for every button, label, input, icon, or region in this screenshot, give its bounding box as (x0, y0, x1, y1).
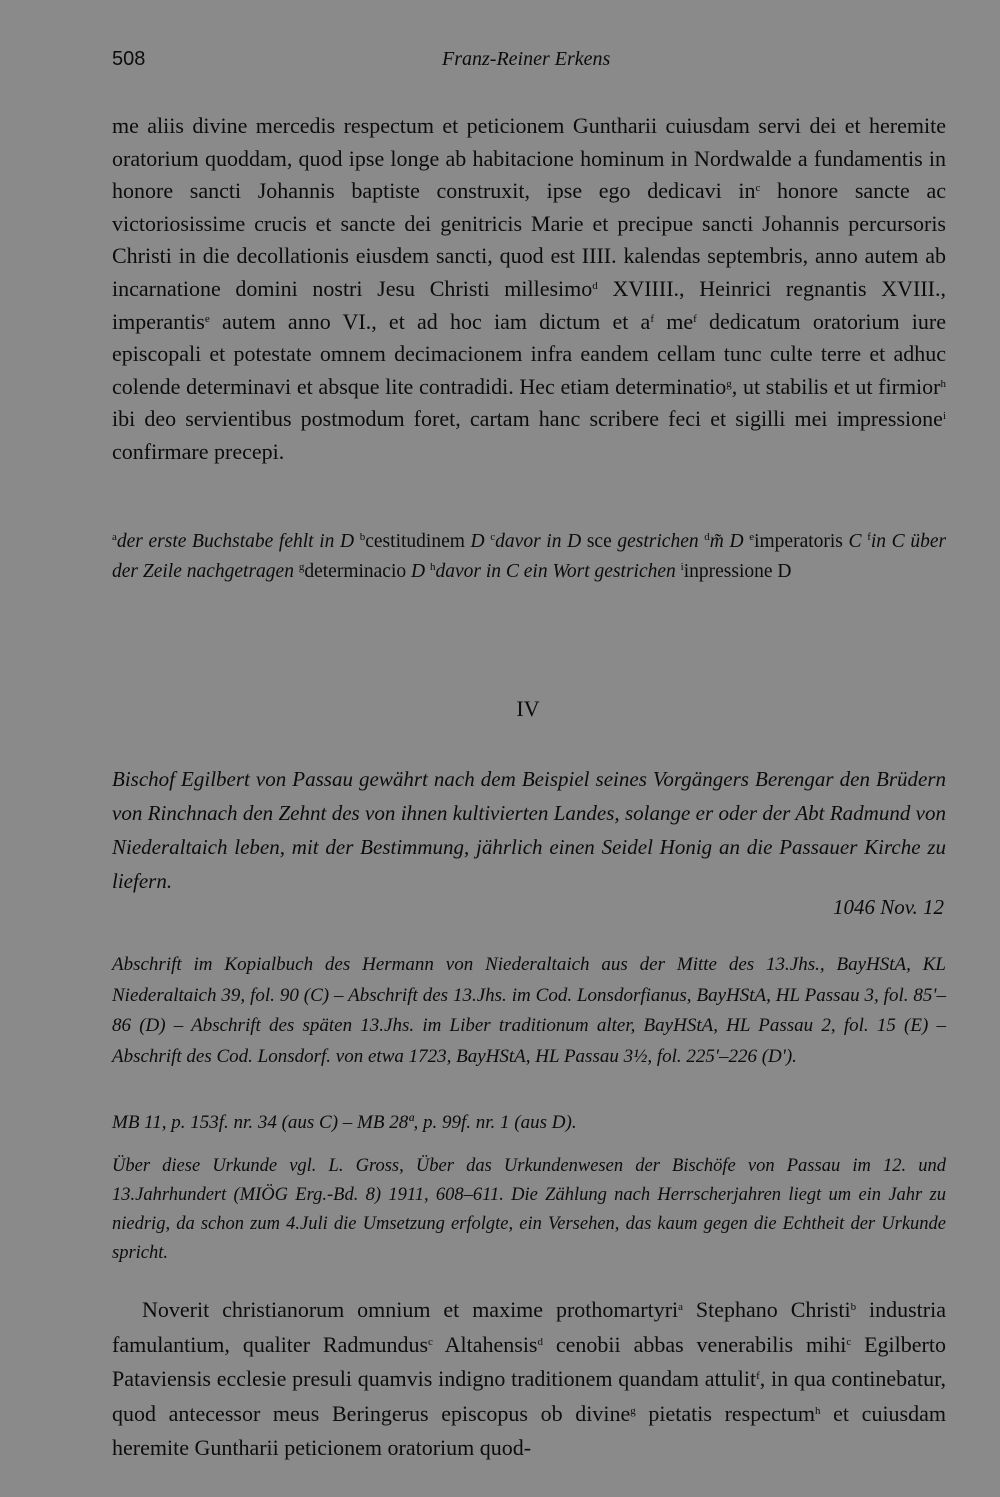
footnote-mark: c (428, 1335, 433, 1348)
footnote-mark: e (204, 312, 210, 325)
footnote-text: D (470, 531, 485, 552)
document-iv-text (112, 1293, 946, 1466)
footnote-mark: i (680, 561, 684, 573)
page-number: 508 (112, 48, 146, 70)
footnote-mark: b (359, 531, 366, 543)
footnote-mark: g (726, 377, 732, 390)
running-head: Franz-Reiner Erkens (442, 48, 611, 70)
regest: Bischof Egilbert von Passau gewährt nach dem Beispiel seines Vorgängers Berengar den Brüdern von Rinchnach den Zehnt des von ihnen kultivierten Landes, solange er oder der Abt Radmund von Niederaltaich leben, mit der Bestimmung, jährlich einen Seidel Honig an die Passauer Kirche zu liefern. (112, 767, 946, 893)
text-segment: confirmare precepi. (112, 438, 285, 464)
footnote-mark: c (755, 182, 761, 195)
text-segment: et cuiusdam heremite Guntharii peticionem oratorium quod- (112, 1400, 946, 1460)
footnote-mark: f (756, 1370, 760, 1382)
text-segment: autem anno VI., et ad hoc iam dictum et a (209, 308, 651, 334)
footnote-text: cestitudinem (365, 531, 465, 552)
footnote-mark: h (815, 1404, 821, 1417)
footnote-mark: c (490, 531, 496, 543)
text-segment: Altahensis (432, 1331, 538, 1357)
footnote-text: determinacio (304, 561, 407, 582)
footnote-mark: b (850, 1301, 857, 1313)
manuscript-tradition: Abschrift im Kopialbuch des Hermann von Niederaltaich aus der Mitte des 13.Jhs., BayHStA, KL Niederaltaich 39, fol. 90 (C) – Abschrift des 13.Jhs. im Cod. Lonsdorfianus, BayHStA, HL Passau 3, fol. 85'–86 (D) – Abschrift des späten 13.Jhs. im Liber traditionum alter, BayHStA, HL Passau 2, fol. 15 (E) – Abschrift des Cod. Lonsdorf. von etwa 1723, BayHStA, HL Passau 3½, fol. 225'–226 (D'). (112, 954, 946, 1067)
text-segment: Noverit christianorum omnium et maxime prothomartyri (142, 1297, 679, 1322)
text-segment: industria famulantium, qualiter Radmundus (112, 1297, 946, 1357)
footnote-text: m̃ D (709, 531, 744, 552)
footnote-text: der erste Buchstabe fehlt in D (116, 531, 355, 552)
text-segment: Stephano Christi (683, 1297, 851, 1322)
footnote-text: davor in D (495, 531, 582, 552)
footnote-text: imperatoris (754, 531, 843, 552)
text-segment: me aliis divine mercedis respectum et peticionem Guntharii cuiusdam servi dei et heremite oratorium quoddam, quod ipse longe ab habitacione hominum in Nordwalde a fundamentis in honore sancti Johannis baptiste construxit, ipse ego dedicavi in (112, 113, 946, 204)
footnote-mark: h (940, 377, 946, 390)
text-segment: me (654, 308, 694, 334)
text-segment: ibi deo servientibus postmodum foret, cartam hanc scribere feci et sigilli mei impressione (112, 406, 943, 432)
footnote-text: C (848, 531, 862, 552)
footnote-mark: h (429, 561, 436, 573)
footnote-text: D (411, 561, 426, 582)
footnote-mark: e (749, 531, 755, 543)
footnote-mark: g (630, 1404, 636, 1417)
footnote-text: inpressione D (683, 561, 792, 582)
printed-editions: MB 11, p. 153f. nr. 34 (aus C) – MB 28ª, p. 99f. nr. 1 (aus D). (112, 1112, 577, 1133)
section-number: IV (516, 696, 540, 721)
footnote-mark: d (537, 1335, 543, 1348)
footnote-text: in C über der Zeile nachgetragen (112, 531, 947, 582)
footnote-mark: a (112, 531, 117, 543)
page-header (112, 48, 944, 71)
footnote-mark: f (867, 531, 871, 543)
text-segment: , in qua continebatur, quod antecessor meus Beringerus episcopus ob divine (112, 1366, 947, 1426)
document-date: 1046 Nov. 12 (832, 895, 944, 919)
footnote-mark: f (693, 312, 697, 325)
text-segment: cenobii abbas venerabilis mihi (543, 1331, 847, 1357)
footnote-mark: i (942, 410, 946, 423)
text-segment: XVIIII., Heinrici regnantis XVIII., imperantis (112, 275, 946, 334)
main-text-paragraph (112, 110, 946, 469)
footnote-mark: a (678, 1301, 684, 1313)
footnote-mark: c (846, 1335, 852, 1348)
footnote-text: sce (586, 531, 612, 552)
footnote-mark: g (298, 561, 305, 573)
commentary: Über diese Urkunde vgl. L. Gross, Über das Urkundenwesen der Bischöfe von Passau im 12. und 13.Jahrhundert (MIÖG Erg.-Bd. 8) 1911, 608–611. Die Zählung nach Herrscherjahren liegt um ein Jahr zu niedrig, da schon zum 4.Juli die Umsetzung erfolgte, ein Versehen, das kaum gegen die Echtheit der Urkunde spricht. (112, 1156, 946, 1263)
text-segment: Egilberto Pataviensis ecclesie presuli quamvis indigno traditionem quandam attulit (112, 1331, 946, 1391)
footnote-text: davor in C ein Wort gestrichen (435, 561, 676, 582)
footnote-text: gestrichen (617, 531, 699, 552)
footnote-mark: f (650, 312, 654, 325)
footnotes-apparatus (112, 527, 946, 587)
text-segment: , ut stabilis et ut firmior (731, 373, 941, 399)
text-segment: pietatis respectum (635, 1400, 815, 1426)
text-segment: dedicatum oratorium iure episcopali et potestate omnem decimacionem infra eandem cellam tunc culte terre et adhuc colende determinavi et absque lite contradidi. Hec etiam determinatio (112, 308, 946, 399)
footnote-mark: d (704, 531, 710, 543)
text-segment: honore sancte ac victoriosissime crucis et sancte dei genitricis Marie et precipue sancti Johannis percursoris Christi in die decollationis eiusdem sancti, quod est IIII. kalendas septembris, anno autem ab incarnatione domini nostri Jesu Christi millesimo (112, 178, 946, 301)
footnote-mark: d (592, 279, 598, 292)
